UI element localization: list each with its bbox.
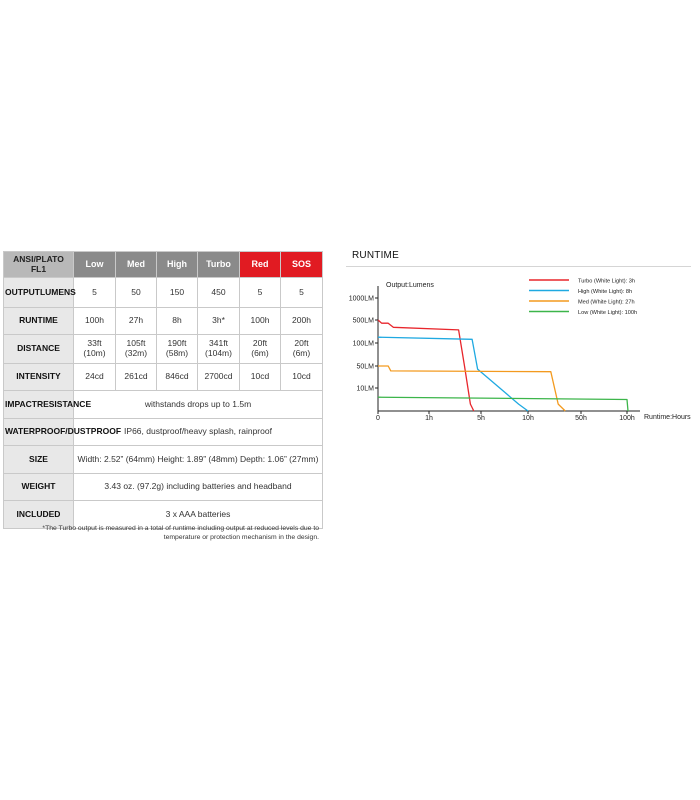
x-tick-label: 1h [425,415,433,422]
header-med: Med [116,252,157,278]
cell-line: 20ft [294,338,309,349]
legend-label: Turbo (White Light): 3h [578,278,635,285]
cell-line: 341ft [209,338,228,349]
cell-size: Width: 2.52” (64mm) Height: 1.89” (48mm) Depth: 1.06” (27mm) [74,446,323,474]
y-tick-label: 50LM [356,363,374,371]
cell-line: 50 [131,286,141,297]
cell-line: 105ft [126,338,146,349]
cell-line: 261cd [124,371,148,382]
x-tick-label: 50h [575,415,587,422]
legend-label: High (White Light): 8h [578,289,633,295]
x-tick-label: 100h [619,415,635,422]
footnote-line: *The Turbo output is measured in a total of runtime including output at reduced levels due to [42,525,319,532]
cell-line: (104m) [205,348,232,358]
cell-waterproof-dustproof: IP66, dustproof/heavy splash, rainproof [74,419,323,446]
cell-line: 33ft [87,338,102,349]
cell-line: 10cd [292,371,311,382]
cell-line: 450 [211,286,226,297]
cell-line: 5 [299,286,304,297]
cell-line: (32m) [124,348,148,358]
row-label-line: WEIGHT [21,481,56,492]
cell-line: 20ft [252,338,268,349]
cell-line: 150 [169,286,185,297]
cell-line: 8h [172,315,182,326]
y-tick-label: 500LM [352,317,374,325]
cell-included: 3 x AAA batteries [74,501,323,529]
cell-line: 5 [257,286,263,297]
header-red: Red [240,252,281,278]
cell-line: 24cd [85,371,104,382]
footnote-line: temperature or protection mechanism in the design. [163,534,319,542]
header-turbo: Turbo [198,252,240,278]
y-axis-label: Output:Lumens [386,282,434,289]
cell-line: 10cd [250,371,270,382]
cell-line: (6m) [251,348,269,358]
cell-line: 100h [85,315,104,326]
row-label-line: OUTPUT [5,286,40,297]
row-label-line: LUMENS [39,286,76,297]
cell-line: 846cd [165,371,189,382]
legend-label: Med (White Light): 27h [578,299,635,306]
series-line-2 [378,366,565,411]
chart-title: RUNTIME [352,250,399,261]
cell-line: (58m) [165,348,189,358]
cell-line: 100h [250,315,270,326]
legend-label: Low (White Light): 100h [578,310,638,316]
cell-impact-resistance: withstands drops up to 1.5m [74,391,323,419]
cell-line: 2700cd [204,371,233,382]
row-label-line: SIZE [29,453,48,464]
header-ansi-plato: ANSI/PLATO FL1 [4,252,74,278]
header-sos: SOS [281,252,323,278]
y-tick-label: 10LM [356,385,374,393]
cell-line: 3h* [212,315,225,326]
y-tick-label: 1000LM [348,295,374,303]
cell-line: 5 [92,286,97,297]
x-tick-label: 0 [376,415,380,422]
cell-line: 27h [128,315,144,326]
row-label-line: INCLUDED [16,508,61,519]
series-line-3 [378,397,628,411]
row-label-line: DISTANCE [17,343,60,354]
cell-line: 200h [292,315,311,326]
x-tick-label: 5h [477,415,485,422]
x-tick-label: 10h [522,415,534,422]
row-label-line: IMPACT [5,398,37,409]
series-line-1 [378,337,528,411]
row-label-line: RESISTANCE [36,398,92,409]
row-label-line: RUNTIME [19,315,58,326]
header-high: High [157,252,198,278]
header-low: Low [74,252,116,278]
row-label-line: INTENSITY [16,371,61,382]
cell-weight: 3.43 oz. (97.2g) including batteries and headband [74,474,323,501]
x-axis-label: Runtime:Hours [644,414,691,421]
cell-line: (6m) [292,348,311,358]
cell-line: (10m) [83,348,106,358]
row-label-line: WATERPROOF/ [5,426,68,437]
cell-line: 190ft [167,338,187,349]
y-tick-label: 100LM [352,340,374,348]
row-label-line: DUSTPROOF [67,426,122,437]
